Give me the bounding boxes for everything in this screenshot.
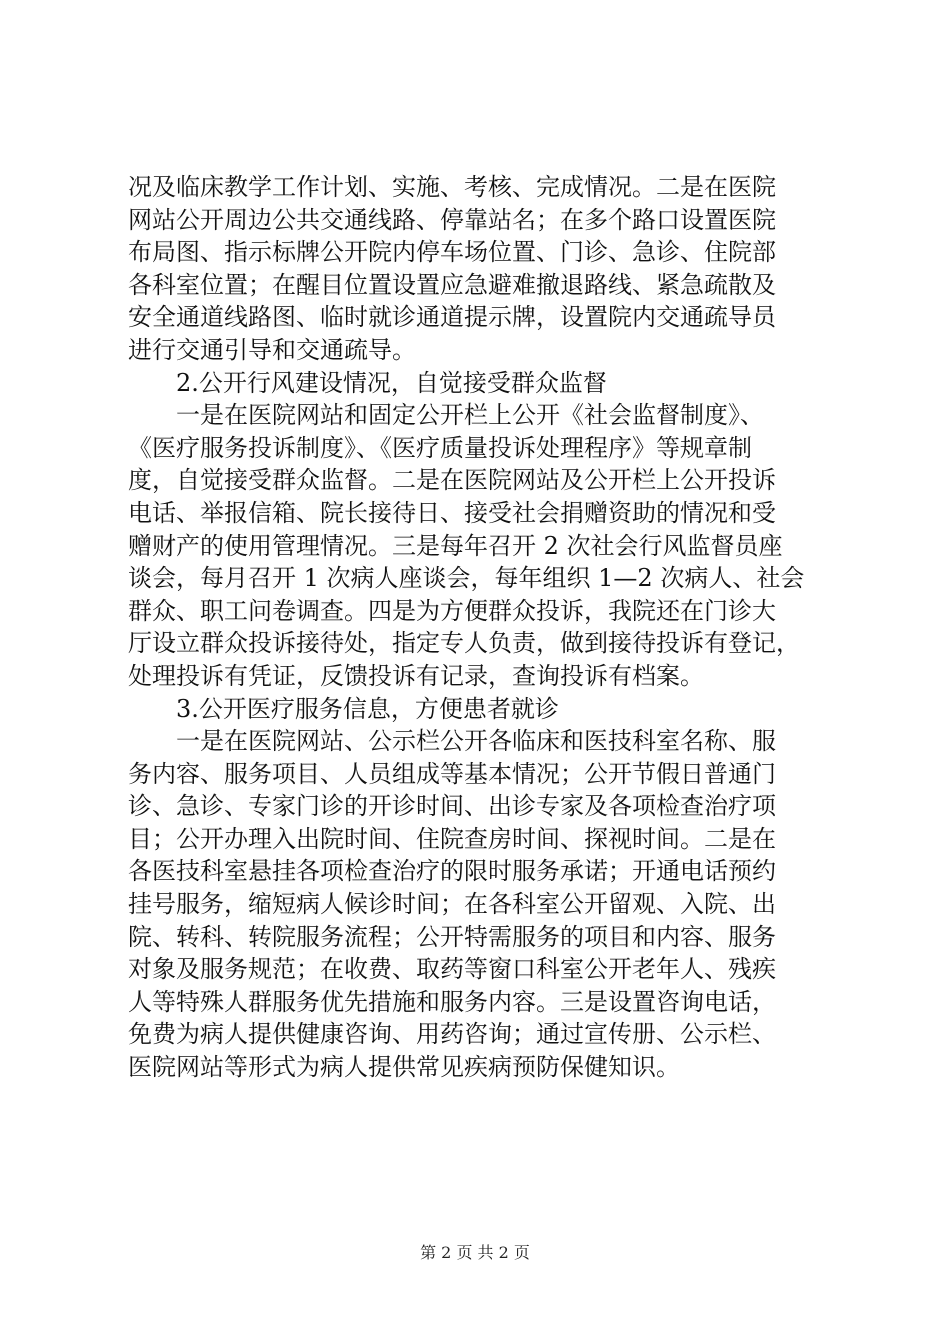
text-line: 安全通道线路图、临时就诊通道提示牌，设置院内交通疏导员 bbox=[128, 303, 776, 332]
paragraph-start-line: 一是在医院网站、公示栏公开各临床和医技科室名称、服 bbox=[176, 727, 776, 756]
text-line: 免费为病人提供健康咨询、用药咨询；通过宣传册、公示栏、 bbox=[128, 1020, 776, 1049]
text-line: 谈会，每月召开 1 次病人座谈会，每年组织 1—2 次病人、社会 bbox=[128, 564, 805, 593]
text-line: 《医疗服务投诉制度》、《医疗质量投诉处理程序》等规章制 bbox=[128, 433, 752, 462]
text-line: 挂号服务，缩短病人候诊时间；在各科室公开留观、入院、出 bbox=[128, 890, 776, 919]
text-line: 布局图、指示标牌公开院内停车场位置、门诊、急诊、住院部 bbox=[128, 238, 776, 267]
page-footer: 第 2 页 共 2 页 bbox=[420, 1243, 530, 1262]
text-line: 各科室位置；在醒目位置设置应急避难撤退路线、紧急疏散及 bbox=[128, 270, 776, 299]
text-line: 目；公开办理入出院时间、住院查房时间、探视时间。二是在 bbox=[128, 824, 776, 853]
text-line: 度，自觉接受群众监督。二是在医院网站及公开栏上公开投诉 bbox=[128, 466, 776, 495]
text-line: 人等特殊人群服务优先措施和服务内容。三是设置咨询电话， bbox=[128, 987, 776, 1016]
text-line: 厅设立群众投诉接待处，指定专人负责，做到接待投诉有登记， bbox=[128, 629, 800, 658]
text-line: 群众、职工问卷调查。四是为方便群众投诉，我院还在门诊大 bbox=[128, 596, 776, 625]
section-heading: 3.公开医疗服务信息，方便患者就诊 bbox=[176, 694, 559, 723]
text-line: 院、转科、转院服务流程；公开特需服务的项目和内容、服务 bbox=[128, 922, 776, 951]
text-line: 处理投诉有凭证，反馈投诉有记录，查询投诉有档案。 bbox=[128, 661, 704, 690]
text-line: 医院网站等形式为病人提供常见疾病预防保健知识。 bbox=[128, 1053, 680, 1082]
text-line: 况及临床教学工作计划、实施、考核、完成情况。二是在医院 bbox=[128, 173, 776, 201]
text-line: 各医技科室悬挂各项检查治疗的限时服务承诺；开通电话预约 bbox=[128, 857, 776, 886]
text-line: 电话、举报信箱、院长接待日、接受社会捐赠资助的情况和受 bbox=[128, 498, 776, 527]
text-line: 诊、急诊、专家门诊的开诊时间、出诊专家及各项检查治疗项 bbox=[128, 792, 776, 821]
text-line: 赠财产的使用管理情况。三是每年召开 2 次社会行风监督员座 bbox=[128, 531, 783, 560]
text-line: 网站公开周边公共交通线路、停靠站名；在多个路口设置医院 bbox=[128, 205, 776, 234]
text-line: 务内容、服务项目、人员组成等基本情况；公开节假日普通门 bbox=[128, 759, 776, 788]
section-heading: 2.公开行风建设情况，自觉接受群众监督 bbox=[176, 368, 607, 397]
text-line: 进行交通引导和交通疏导。 bbox=[128, 335, 416, 364]
body-text bbox=[128, 171, 832, 1084]
text-line: 对象及服务规范；在收费、取药等窗口科室公开老年人、残疾 bbox=[128, 955, 776, 984]
paragraph-start-line: 一是在医院网站和固定公开栏上公开《社会监督制度》、 bbox=[176, 401, 764, 430]
